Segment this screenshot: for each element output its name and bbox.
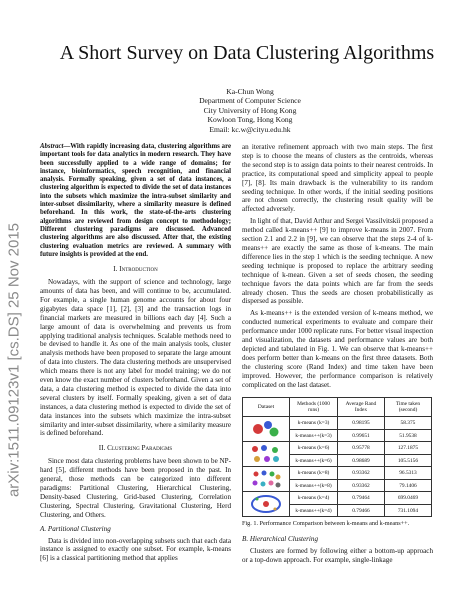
- table-row: [243, 417, 432, 430]
- table-row: [243, 492, 432, 505]
- intro-heading: I. Introduction: [113, 265, 158, 274]
- hierarchical-paragraph: Clusters are formed by following either a bottom-up approach or a top-down approach. For example, single-linkage: [242, 547, 433, 565]
- partitional-heading: A. Partitional Clustering: [40, 524, 111, 533]
- intro-paragraph: Nowadays, with the support of science and technology, large amounts of data has been, and will continue to be, accumulated. For example, a single human genome accounts for about four gigabytes data space [1], [2], [3] and the transaction logs in financial markets are measured in billions each day [4]. Such a large amount of data is overwhelming and prevents us from applying traditional analysis techniques. Scalable methods need to be devised to handle it. As one of the main analysis tools, cluster analysis methods have been proposed to separate the large amount of data into clusters. The data clustering methods are unsupervised which means there is not any label for model training; we do not even know the exact number of clusters beforehand. Given a set of data, a data clustering method is expected to divide the data into several clusters by itself. Formally speaking, given a set of data instances, a data clustering method is expected to divide the set of data instances into the subsets which maximize the intra-subset similarity and inter-subset dissimilarity, where a similarity measure is defined beforehand.: [40, 278, 231, 438]
- paradigms-paragraph: Since most data clustering problems have been shown to be NP-hard [5], different methods have been proposed in the past. In general, those methods can be categorized into different paradigms: Partitional Clustering, Hierarchical Clustering, Density-based Clustering, Grid-based Clustering, Correlation Clustering, Spectral Clustering, Gravitational Clustering, Herd Clustering, and Others.: [40, 457, 231, 519]
- author-name: Ka-Chun Wong: [226, 87, 274, 96]
- author-location: Kowloon Tong, Hong Kong: [207, 115, 293, 125]
- time-cell: 699.0469: [384, 492, 431, 505]
- partitional-paragraph: Data is divided into non-overlapping subsets such that each data instance is assigned to exactly one subset. For example, k-means [6] is a classical partitioning method that applies: [40, 536, 231, 563]
- dataset-4-scatter-icon: [248, 493, 284, 515]
- header-time: Time taken (second): [384, 398, 431, 417]
- left-column: [40, 143, 231, 566]
- paper-title: A Short Survey on Data Clustering Algorithms: [59, 42, 435, 64]
- method-cell: k-means++(k=3): [290, 429, 338, 442]
- header-rand: Average Rand Index: [338, 398, 385, 417]
- author-block: [140, 87, 360, 134]
- time-cell: 105.5156: [384, 454, 431, 467]
- rand-cell: 0.98195: [338, 417, 385, 430]
- author-email[interactable]: Email: kc.w@cityu.edu.hk: [209, 124, 291, 134]
- author-university: City University of Hong Kong: [203, 105, 297, 115]
- arxiv-sidebar-id: [4, 150, 24, 570]
- dataset-thumbnail-4: [243, 492, 290, 517]
- dataset-2-scatter-icon: [248, 443, 284, 465]
- dataset-thumbnail-1: [243, 417, 290, 442]
- method-cell: k-means++(k=4): [290, 504, 338, 517]
- dataset-3-scatter-icon: [248, 468, 284, 490]
- rand-cell: 0.93362: [338, 479, 385, 492]
- rand-cell: 0.99651: [338, 429, 385, 442]
- figure-caption: Fig. 1. Performance Comparison between k-means and k-means++.: [242, 520, 410, 528]
- time-cell: 51.9538: [384, 429, 431, 442]
- table-header-row: [243, 398, 432, 417]
- rand-cell: 0.98689: [338, 454, 385, 467]
- table-row: [243, 467, 432, 480]
- paradigms-heading: II. Clustering Paradigms: [98, 444, 173, 453]
- rand-cell: 0.79464: [338, 492, 385, 505]
- author-department: Department of Computer Science: [199, 96, 301, 106]
- rand-cell: 0.79466: [338, 504, 385, 517]
- rand-cell: 0.93362: [338, 467, 385, 480]
- results-table: [242, 397, 432, 517]
- table-row: [243, 442, 432, 455]
- hierarchical-heading: B. Hierarchical Clustering: [242, 535, 318, 544]
- abstract-text: —With rapidly increasing data, clustering algorithms are important tools for data analytics in modern research. They have been successfully applied to a wide range of domains; for instance, bioinformatics, speech recognition, and financial analysis. Formally speaking, given a set of data instances, a clustering algorithm is expected to divide the set of data instances into the subsets which maximize the intra-subset similarity and inter-subset dissimilarity, where a similarity measure is defined beforehand. In this work, the state-of-the-arts clustering algorithms are reviewed from design concept to methodology; Different clustering paradigms are discussed. Advanced clustering algorithms are also discussed. After that, the existing clustering evaluation metrics are reviewed. A summary with future insights is provided at the end.: [40, 143, 231, 258]
- kmeanspp-paragraph: In light of that, David Arthur and Sergei Vassilvitskii proposed a method called k-means++ [9] to improve k-means in 2007. From section 2.1 and 2.2 in [9], we can observe that the steps 2-4 of k-means++ are exactly the same as those of k-means. The main difference lies in the step 1 which is the seeding technique. A new seeding technique is proposed to replace the arbitrary seeding technique of k-mean. Given a set of seeds chosen, the seeding technique favors the data points which are far from the seeds already chosen. Thus the seeds are chosen probabilistically as dispersed as possible.: [242, 217, 433, 306]
- dataset-thumbnail-3: [243, 467, 290, 492]
- method-cell: k-means++(k=6): [290, 454, 338, 467]
- time-cell: 731.1094: [384, 504, 431, 517]
- abstract-label: Abstract: [40, 143, 64, 150]
- dataset-1-scatter-icon: [248, 418, 284, 440]
- kmeans-paragraph: an iterative refinement approach with two main steps. The first step is to choose the means of clusters as the centroids, whereas the second step is to assign data points to their nearest centroids. In practice, its computational speed and simplicity appeal to people [7], [8]. Its main drawback is the vulnerability to its random seeding technique. In other words, if the initial seeding positions are not chosen correctly, the clustering result quality will be affected adversely.: [242, 143, 433, 214]
- abstract: [40, 143, 231, 259]
- arxiv-id-text: arXiv:1511.09123v1 [cs.DS] 25 Nov 2015: [5, 222, 23, 498]
- method-cell: k-means++(k=8): [290, 479, 338, 492]
- header-dataset: Dataset: [243, 398, 290, 417]
- rand-cell: 0.95778: [338, 442, 385, 455]
- method-cell: k-means (k=6): [290, 442, 338, 455]
- time-cell: 58.375: [384, 417, 431, 430]
- time-cell: 96.5313: [384, 467, 431, 480]
- method-cell: k-means (k=8): [290, 467, 338, 480]
- header-methods: Methods (1000 runs): [290, 398, 338, 417]
- dataset-thumbnail-2: [243, 442, 290, 467]
- experiment-paragraph: As k-means++ is the extended version of k-means method, we conducted numerical experiments to evaluate and compare their performance under 1000 replicate runs. For better visual inspection and visualization, the datasets and performance values are both depicted and tabulated in Fig. 1. We can observe that k-means++ does perform better than k-means on the first three datasets. Both the clustering score (Rand Index) and time taken have been improved. However, the performance comparison is relatively complicated on the last dataset.: [242, 309, 433, 389]
- right-column: [242, 143, 433, 568]
- method-cell: k-means (k=3): [290, 417, 338, 430]
- time-cell: 127.1875: [384, 442, 431, 455]
- method-cell: k-means (k=4): [290, 492, 338, 505]
- time-cell: 79.1406: [384, 479, 431, 492]
